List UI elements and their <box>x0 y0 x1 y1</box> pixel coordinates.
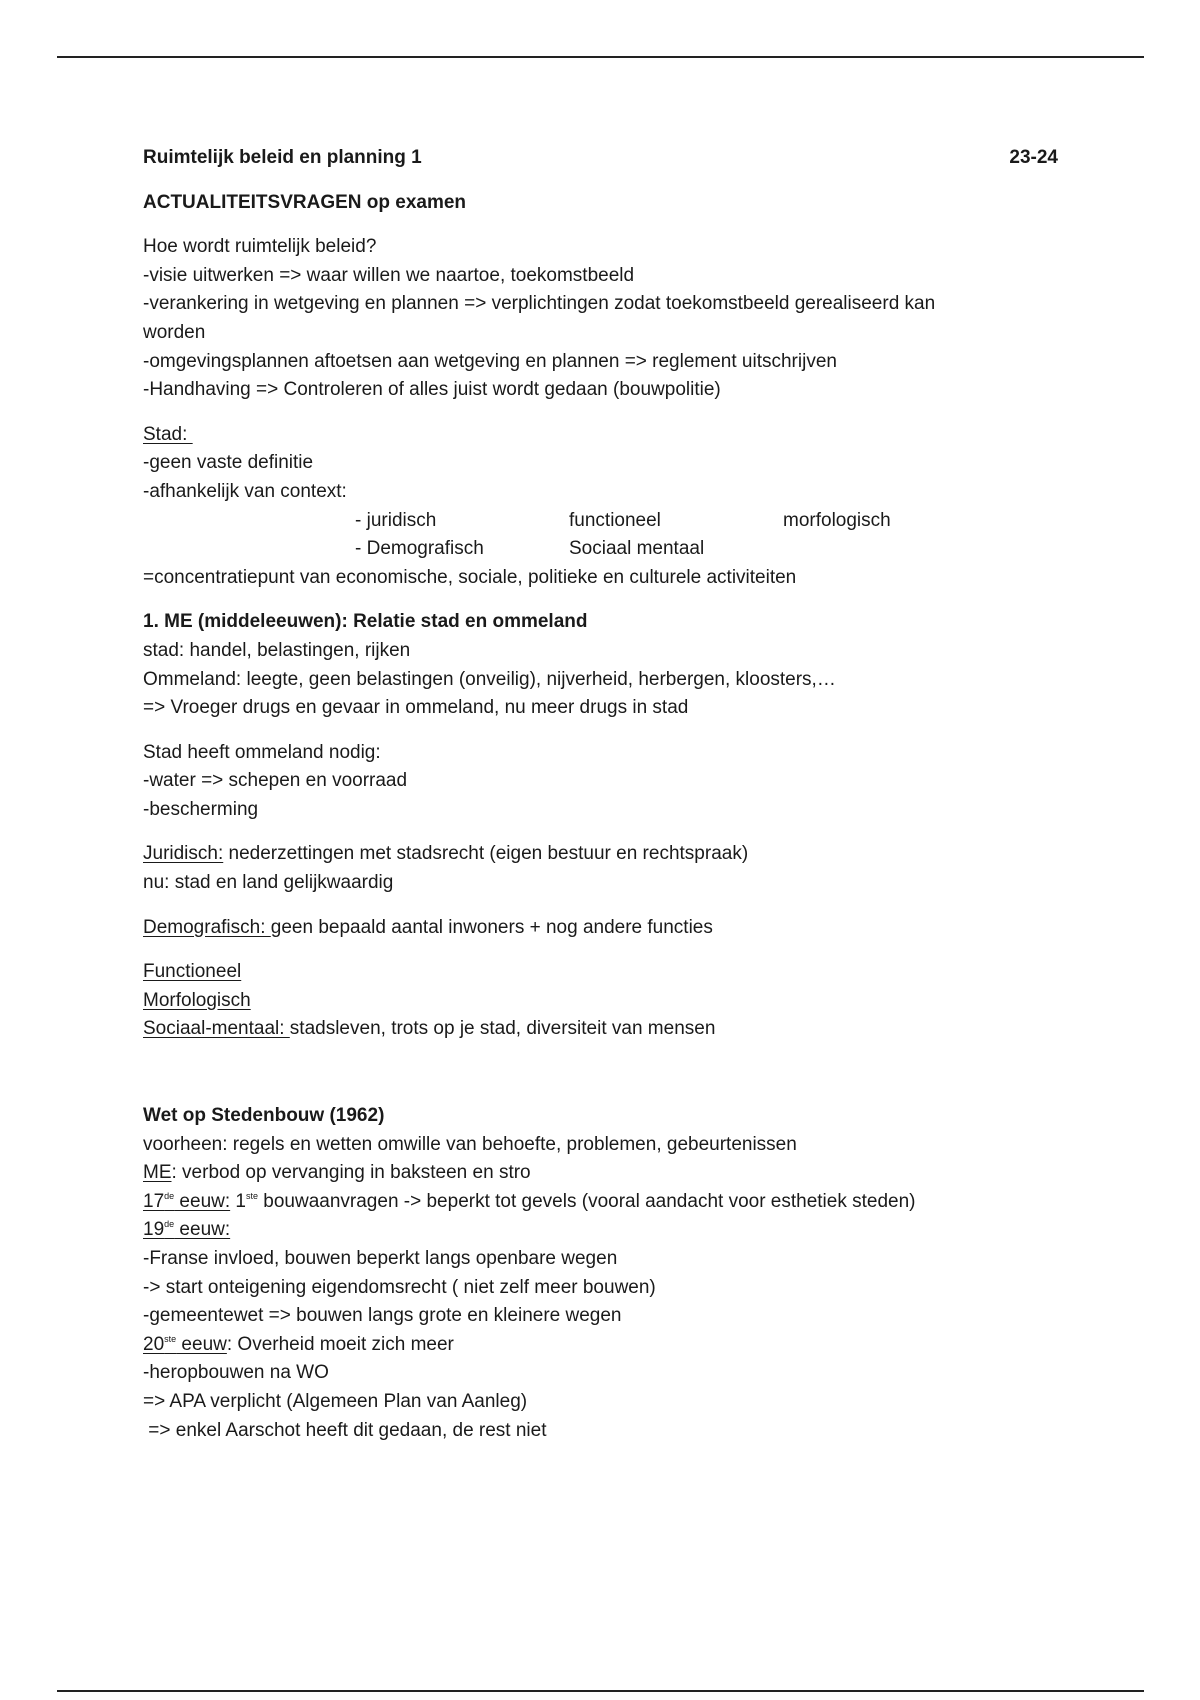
context-item: functioneel <box>569 509 661 531</box>
stad-line: -geen vaste definitie <box>143 452 314 474</box>
demografisch-label: Demografisch: <box>143 916 271 938</box>
stad-line: -afhankelijk van context: <box>143 480 347 502</box>
me-text: : verbod op vervanging in baksteen en stro <box>171 1162 531 1184</box>
demografisch-def <box>143 914 1058 943</box>
context-item: Sociaal mentaal <box>569 538 705 560</box>
c20-text: : Overheid moeit zich meer <box>226 1333 454 1355</box>
c20-line: => enkel Aarschot heeft dit gedaan, de rest niet <box>143 1419 547 1441</box>
context-item: - juridisch <box>355 509 437 531</box>
c19-line: -> start onteigening eigendomsrecht ( niet zelf meer bouwen) <box>143 1276 656 1298</box>
juridisch-label: Juridisch: <box>143 843 224 865</box>
academic-year: 23-24 <box>1009 147 1058 168</box>
c17-sup2: ste <box>246 1190 259 1201</box>
wet-me <box>143 1159 1058 1188</box>
c19-line: -Franse invloed, bouwen beperkt langs openbare wegen <box>143 1248 618 1269</box>
context-item: morfologisch <box>783 509 891 531</box>
c17-word: eeuw: <box>174 1190 231 1212</box>
functioneel-label: Functioneel <box>143 961 242 983</box>
wet-c19 <box>143 1216 1058 1245</box>
context-row <box>143 507 1058 536</box>
c19-line: -gemeentewet => bouwen langs grote en kleinere wegen <box>143 1305 622 1327</box>
me-label: ME <box>143 1162 172 1184</box>
beleid-line: -verankering in wetgeving en plannen => verplichtingen zodat toekomstbeeld gerealiseerd kan <box>143 293 936 315</box>
c17-num: 17 <box>143 1190 165 1212</box>
c20-num: 20 <box>143 1333 165 1355</box>
demografisch-text: geen bepaald aantal inwoners + nog andere functies <box>270 916 713 938</box>
document-header <box>143 144 1058 173</box>
c20-line: -heropbouwen na WO <box>143 1362 329 1384</box>
beleid-question: Hoe wordt ruimtelijk beleid? <box>143 236 377 258</box>
me-line: => Vroeger drugs en gevaar in ommeland, nu meer drugs in stad <box>143 697 689 719</box>
beleid-line: -visie uitwerken => waar willen we naartoe, toekomstbeeld <box>143 264 635 286</box>
wet-heading: Wet op Stedenbouw (1962) <box>143 1105 385 1127</box>
beleid-line: -Handhaving => Controleren of alles juist wordt gedaan (bouwpolitie) <box>143 379 721 401</box>
top-rule <box>57 56 1144 58</box>
c17-label <box>143 1191 230 1212</box>
sociaal-label: Sociaal-mentaal: <box>143 1018 290 1040</box>
c20-line: => APA verplicht (Algemeen Plan van Aanleg) <box>143 1390 528 1412</box>
wet-c17 <box>143 1188 1058 1217</box>
c17-sup: de <box>164 1190 175 1201</box>
c17-text: bouwaanvragen -> beperkt tot gevels (vooral aandacht voor esthetiek steden) <box>258 1190 916 1212</box>
c19-sup: de <box>164 1219 175 1230</box>
stad-label: Stad: <box>143 423 193 445</box>
c19-word: eeuw: <box>174 1219 231 1241</box>
beleid-line: -omgevingsplannen aftoetsen aan wetgeving en plannen => reglement uitschrijven <box>143 350 837 372</box>
wet-c20 <box>143 1331 1058 1360</box>
c17-mid: 1 <box>230 1190 246 1212</box>
needs-title: Stad heeft ommeland nodig: <box>143 741 381 763</box>
sociaal-text: stadsleven, trots op je stad, diversiteit van mensen <box>289 1018 716 1040</box>
juridisch-now: nu: stad en land gelijkwaardig <box>143 872 394 894</box>
context-item: - Demografisch <box>355 538 484 560</box>
bottom-rule <box>57 1690 1144 1692</box>
section-subtitle: ACTUALITEITSVRAGEN op examen <box>143 191 467 213</box>
c20-label <box>143 1334 227 1355</box>
beleid-line: worden <box>143 321 206 343</box>
c19-num: 19 <box>143 1219 165 1241</box>
document-title: Ruimtelijk beleid en planning 1 <box>143 147 422 168</box>
document-body <box>143 144 1058 1445</box>
me-line: stad: handel, belastingen, rijken <box>143 639 411 661</box>
c19-label <box>143 1219 230 1240</box>
context-row <box>143 535 1058 564</box>
needs-line: -bescherming <box>143 798 259 820</box>
needs-line: -water => schepen en voorraad <box>143 770 408 792</box>
wet-voorheen: voorheen: regels en wetten omwille van behoefte, problemen, gebeurtenissen <box>143 1133 797 1155</box>
c20-word: eeuw <box>176 1333 227 1355</box>
sociaal-def <box>143 1015 1058 1044</box>
c20-sup: ste <box>164 1333 177 1344</box>
morfologisch-label: Morfologisch <box>143 989 251 1011</box>
juridisch-def <box>143 840 1058 869</box>
me-line: Ommeland: leegte, geen belastingen (onveilig), nijverheid, herbergen, kloosters,… <box>143 668 836 690</box>
me-heading: 1. ME (middeleeuwen): Relatie stad en ommeland <box>143 611 588 633</box>
stad-definition: =concentratiepunt van economische, sociale, politieke en culturele activiteiten <box>143 566 797 588</box>
juridisch-text: nederzettingen met stadsrecht (eigen bestuur en rechtspraak) <box>223 843 749 865</box>
